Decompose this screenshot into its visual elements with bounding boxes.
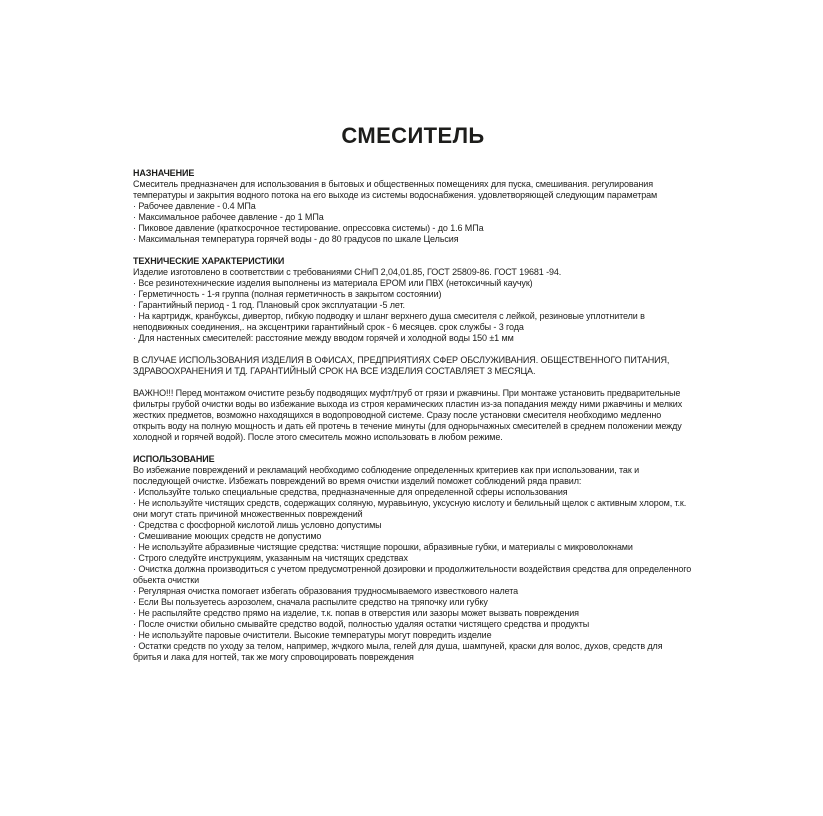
purpose-bullet: · Пиковое давление (краткосрочное тестирование. опрессовка системы) - до 1.6 МПа bbox=[133, 223, 693, 234]
specs-bullet: · Гарантийный период - 1 год. Плановый срок эксплуатации -5 лет. bbox=[133, 300, 693, 311]
page-title: СМЕСИТЕЛЬ bbox=[341, 123, 485, 148]
usage-bullet: · После очистки обильно смывайте средство водой, полностью удаляя остатки чистящего средства и продукты bbox=[133, 619, 693, 630]
purpose-bullet: · Максимальная температура горячей воды - до 80 градусов по шкале Цельсия bbox=[133, 234, 693, 245]
usage-bullet: · Строго следуйте инструкциям, указанным на чистящих средствах bbox=[133, 553, 693, 564]
specs-intro: Изделие изготовлено в соответствии с требованиями СНиП 2,04,01.85, ГОСТ 25809-86. ГОСТ 19681 -94. bbox=[133, 267, 562, 277]
specs-heading: ТЕХНИЧЕСКИЕ ХАРАКТЕРИСТИКИ bbox=[133, 256, 285, 266]
specs-bullet: · Для настенных смесителей: расстояние между вводом горячей и холодной воды 150 ±1 мм bbox=[133, 333, 693, 344]
usage-intro: Во избежание повреждений и рекламаций необходимо соблюдение определенных критериев как при использовании, так и последующей очистке. Избежать повреждений во время очистки изделий поможет соблюдений ряда правил: bbox=[133, 465, 639, 486]
purpose-intro: Смеситель предназначен для использования в бытовых и общественных помещениях для пуска, смешивания. регулирования температуры и закрытия водного потока на его выходе из системы водоснабжения. удовлетворяющей следующим параметрам bbox=[133, 179, 658, 200]
usage-bullet: · Если Вы пользуетесь аэрозолем, сначала распылите средство на тряпочку или губку bbox=[133, 597, 693, 608]
section-office-note bbox=[133, 355, 693, 377]
usage-bullet: · Регулярная очистка помогает избегать образования трудносмываемого известкового налета bbox=[133, 586, 693, 597]
usage-bullet: · Не распыляйте средство прямо на изделие, т.к. попав в отверстия или зазоры может вызвать повреждения bbox=[133, 608, 693, 619]
specs-bullet: · Все резинотехнические изделия выполнены из материала EPOM или ПВХ (нетоксичный каучук) bbox=[133, 278, 693, 289]
section-important-note bbox=[133, 388, 693, 443]
specs-bullet: · Герметичность - 1-я группа (полная герметичность в закрытом состоянии) bbox=[133, 289, 693, 300]
office-note: В СЛУЧАЕ ИСПОЛЬЗОВАНИЯ ИЗДЕЛИЯ В ОФИСАХ, ПРЕДПРИЯТИЯХ СФЕР ОБСЛУЖИВАНИЯ. ОБЩЕСТВЕННОГО ПИТАНИЯ, ЗДРАВООХРАНЕНИЯ И ТД. ГАРАНТИЙНЫЙ СРОК НА ВСЕ ИЗДЕЛИЯ СОСТАВЛЯЕТ 3 МЕСЯЦА. bbox=[133, 355, 670, 376]
section-purpose bbox=[133, 168, 693, 245]
purpose-heading: НАЗНАЧЕНИЕ bbox=[133, 168, 195, 178]
usage-bullet: · Остатки средств по уходу за телом, например, жчдкого мыла, гелей для душа, шампуней, краски для волос, духов, средств для бритья и лака для ногтей, так же могу спровоцировать повреждения bbox=[133, 641, 693, 663]
section-specs bbox=[133, 256, 693, 344]
specs-bullet: · На картридж, кранбуксы, дивертор, гибкую подводку и шланг верхнего душа смесителя с лейкой, резиновые уплотнители в неподвижных соединения,. на эксцентрики гарантийный срок - 6 месяцев. срок службы - 3 года bbox=[133, 311, 693, 333]
section-usage bbox=[133, 454, 693, 663]
usage-bullet: · Средства с фосфорной кислотой лишь условно допустимы bbox=[133, 520, 693, 531]
purpose-bullet: · Максимальное рабочее давление - до 1 МПа bbox=[133, 212, 693, 223]
purpose-bullet: · Рабочее давление - 0.4 МПа bbox=[133, 201, 693, 212]
usage-bullet: · Не используйте абразивные чистящие средства: чистящие порошки, абразивные губки, и материалы с микроволокнами bbox=[133, 542, 693, 553]
usage-bullet: · Не используйте паровые очистители. Высокие температуры могут повредить изделие bbox=[133, 630, 693, 641]
usage-heading: ИСПОЛЬЗОВАНИЕ bbox=[133, 454, 215, 464]
usage-bullet: · Смешивание моющих средств не допустимо bbox=[133, 531, 693, 542]
usage-bullet: · Очистка должна производиться с учетом предусмотренной дозировки и продолжительности воздействия средства для определенного обьекта очистки bbox=[133, 564, 693, 586]
usage-bullet: · Используйте только специальные средства, предназначенные для определенной сферы использования bbox=[133, 487, 693, 498]
important-note: ВАЖНО!!! Перед монтажом очистите резьбу подводящих муфт/труб от грязи и ржавчины. При монтаже установить предварительные фильтры грубой очистки воды во избежание выхода из строя керамических пластин из-за попадания между ними ржавчины и мелких жестких предметов, возможно находящихся в водопроводной системе. Сразу после установки смесителя необходимо медленно открыть воду на полную мощность и дать ей протечь в течение минуты (для однорычажных смесителей в среднем положении между холодной и горячей водой). После этого смеситель можно использовать в любом режиме. bbox=[133, 388, 683, 442]
usage-bullet: · Не используйте чистящих средств, содержащих соляную, муравьиную, уксусную кислоту и белильный щелок с активным хлором, т.к. они могут стать причиной множественных повреждений bbox=[133, 498, 693, 520]
manual-page bbox=[133, 125, 693, 674]
